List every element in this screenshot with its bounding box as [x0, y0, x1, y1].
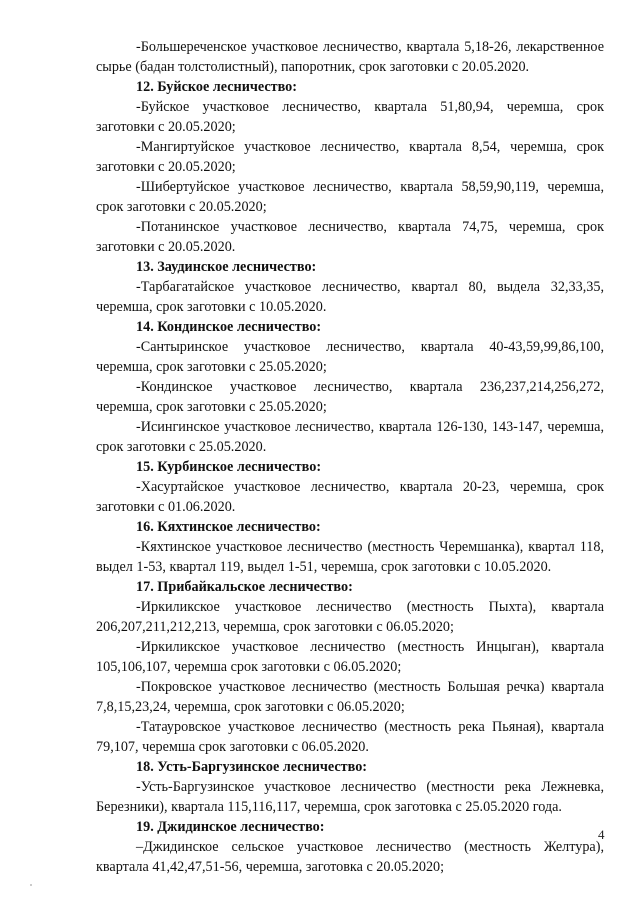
forestry-entry: -Кяхтинское участковое лесничество (местность Черемшанка), квартал 118, выдел 1-53, квартал 119, выдел 1-51, черемша, срок заготовки с 10.05.2020. — [96, 539, 604, 575]
forestry-entry: -Тарбагатайское участковое лесничество, квартал 80, выдела 32,33,35, черемша, срок заготовки с 10.05.2020. — [96, 279, 604, 315]
forestry-entry: -Иркиликское участковое лесничество (местность Инцыган), квартала 105,106,107, черемша срок заготовки с 06.05.2020; — [96, 639, 604, 675]
forestry-entry: -Кондинское участковое лесничество, квартала 236,237,214,256,272, черемша, срок заготовки с 25.05.2020; — [96, 379, 604, 415]
section-heading: 14. Кондинское лесничество: — [136, 319, 322, 335]
section-heading: 15. Курбинское лесничество: — [136, 459, 322, 475]
forestry-entry: -Шибертуйское участковое лесничество, квартала 58,59,90,119, черемша, срок заготовки с 20.05.2020; — [96, 179, 604, 215]
section-heading: 13. Заудинское лесничество: — [136, 259, 317, 275]
section-heading: 19. Джидинское лесничество: — [136, 819, 325, 835]
forestry-entry: –Джидинское сельское участковое лесничество (местность Желтура), квартала 41,42,47,51-56, черемша, заготовка с 20.05.2020; — [96, 839, 604, 875]
forestry-entry: -Татауровское участковое лесничество (местность река Пьяная), квартала 79,107, черемша срок заготовки с 06.05.2020. — [96, 719, 604, 755]
document-body — [96, 37, 604, 877]
forestry-entry: -Хасуртайское участковое лесничество, квартала 20-23, черемша, срок заготовки с 01.06.2020. — [96, 479, 604, 515]
forestry-entry: -Сантыринское участковое лесничество, квартала 40-43,59,99,86,100, черемша, срок заготовки с 25.05.2020; — [96, 339, 604, 375]
forestry-entry: -Иркиликское участковое лесничество (местность Пыхта), квартала 206,207,211,212,213, черемша, срок заготовки с 06.05.2020; — [96, 599, 604, 635]
forestry-entry: -Потанинское участковое лесничество, квартала 74,75, черемша, срок заготовки с 20.05.2020. — [96, 219, 604, 255]
forestry-entry: -Покровское участковое лесничество (местность Большая речка) квартала 7,8,15,23,24, черемша, срок заготовки с 06.05.2020; — [96, 679, 604, 715]
forestry-entry: -Усть-Баргузинское участковое лесничество (местности река Лежневка, Березники), квартала 115,116,117, черемша, срок заготовка с 25.05.2020 года. — [96, 779, 604, 815]
section-heading: 12. Буйское лесничество: — [136, 79, 297, 95]
section-heading: 17. Прибайкальское лесничество: — [136, 579, 353, 595]
section-heading: 18. Усть-Баргузинское лесничество: — [136, 759, 368, 775]
forestry-entry: -Буйское участковое лесничество, квартала 51,80,94, черемша, срок заготовки с 20.05.2020; — [96, 99, 604, 135]
scan-speck — [30, 884, 32, 886]
forestry-entry: -Мангиртуйское участковое лесничество, квартала 8,54, черемша, срок заготовки с 20.05.2020; — [96, 139, 604, 175]
forestry-entry: -Исингинское участковое лесничество, квартала 126-130, 143-147, черемша, срок заготовки с 25.05.2020. — [96, 419, 604, 455]
section-heading: 16. Кяхтинское лесничество: — [136, 519, 321, 535]
forestry-entry: -Большереченское участковое лесничество, квартала 5,18-26, лекарственное сырье (бадан толстолистный), папоротник, срок заготовки с 20.05.2020. — [96, 39, 604, 75]
page-number: 4 — [598, 827, 605, 842]
